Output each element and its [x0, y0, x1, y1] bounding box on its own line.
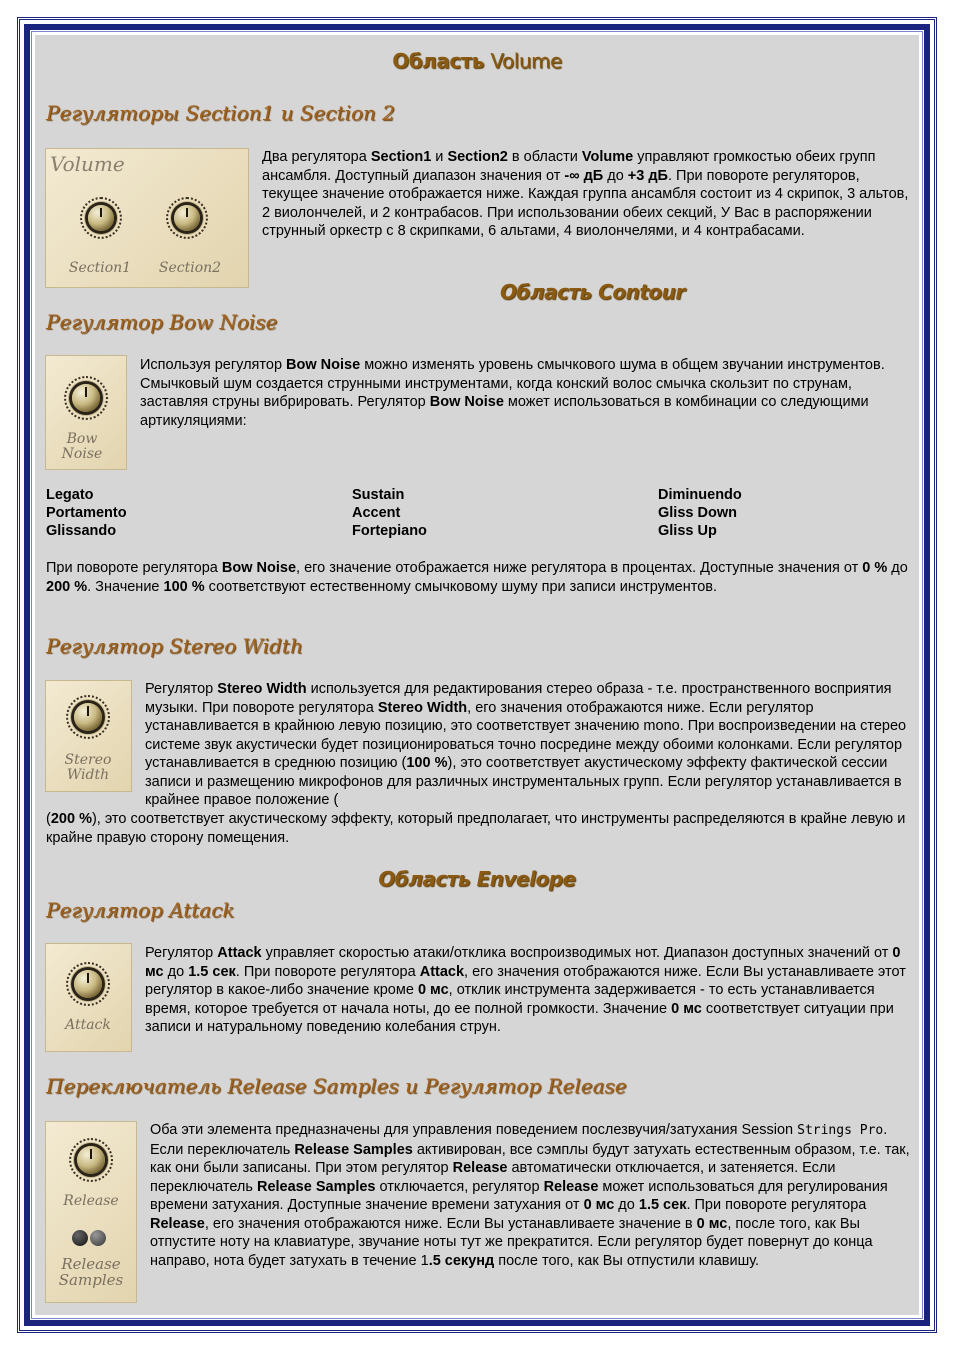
articulations-column-1: [46, 486, 127, 540]
area-title-word: Область: [392, 49, 484, 73]
release-samples-toggle[interactable]: [72, 1230, 108, 1251]
articulation-item: Sustain: [352, 487, 405, 503]
attack-paragraph: Регулятор Attack управляет скоростью атаки/отклика воспроизводимых нот. Диапазон доступных значений от 0 мс до 1.5 сек. При повороте регулятора Attack, его значения отображаются ниже. Если Вы устанавливаете этот регулятор в какое-либо значение кроме 0 мс, отклик инструмента задерживается - то есть устанавливается время, которое требуется от начала ноты, до ее полной громкости. Значение 0 мс соответствует ситуации при записи и натуральному поведению колебания струн.: [145, 945, 906, 1035]
area-title-name: Volume: [490, 49, 562, 73]
envelope-area-title: Область Envelope: [378, 867, 576, 891]
bow-noise-values-paragraph: При повороте регулятора Bow Noise, его значение отображается ниже регулятора в процентах. Доступные значения от 0 % до 200 %. Значение 100 % соответствуют естественному смычковому шуму при записи инструментов.: [46, 560, 908, 595]
section2-label: Section2: [158, 260, 222, 276]
release-label: Release: [63, 1193, 119, 1209]
section1-knob[interactable]: [88, 205, 114, 231]
articulation-item: Gliss Down: [658, 505, 737, 521]
attack-label: Attack: [65, 1017, 111, 1033]
section-title-release: Переключатель Release Samples и Регулятор Release: [46, 1074, 627, 1098]
section-title-stereo-width: Регулятор Stereo Width: [46, 634, 303, 658]
stereo-width-knob[interactable]: [74, 703, 102, 731]
bow-noise-knob[interactable]: [72, 384, 100, 412]
articulations-column-2: [352, 486, 427, 540]
release-knob[interactable]: [77, 1146, 105, 1174]
attack-panel-image: [45, 943, 132, 1052]
bow-noise-label: Bow Noise: [61, 431, 103, 462]
articulation-item: Glissando: [46, 523, 117, 539]
bow-noise-panel-image: [45, 355, 127, 470]
bow-noise-paragraph: Используя регулятор Bow Noise можно изменять уровень смычкового шума в общем звучании инструментов. Смычковый шум создается струнными инструментами, когда конский волос смычка скользит по струнам, заставляя струны вибрировать. Регулятор Bow Noise может использоваться в комбинации со следующими артикуляциями:: [140, 357, 885, 429]
attack-knob[interactable]: [74, 970, 102, 998]
section-title-bow-noise: Регулятор Bow Noise: [46, 310, 278, 334]
section1-label: Section1: [68, 260, 132, 276]
volume-area-title: [0, 49, 954, 73]
stereo-width-label: Stereo Width: [64, 752, 112, 783]
articulation-item: Diminuendo: [658, 487, 742, 503]
articulation-item: Legato: [46, 487, 94, 503]
articulation-item: Gliss Up: [658, 523, 717, 539]
release-paragraph: Оба эти элемента предназначены для управления поведением послезвучия/затухания Session Strings Pro. Если переключатель Release Samples активирован, все сэмплы будут затухать естественным образом, т.е. так, как они были записаны. При этом регулятор Release автоматически отключается, и затеняется. Если переключатель Release Samples отключается, регулятор Release может использоваться для регулирования времени затухания. Доступные значение времени затухания от 0 мс до 1.5 сек. При повороте регулятора Release, его значения отображаются ниже. Если Вы устанавливаете значение в 0 мс, после того, как Вы отпустите ноту на клавиатуре, звучание ноты тут же прекратится. Если регулятор будет повернут до конца направо, нота будет затухать в течение 1.5 секунд после того, как Вы отпустили клавишу.: [150, 1122, 910, 1269]
articulation-item: Fortepiano: [352, 523, 427, 539]
stereo-width-panel-image: [45, 680, 132, 792]
volume-panel-title: Volume: [50, 152, 125, 176]
contour-area-title: Область Contour: [500, 280, 685, 304]
release-panel-image: [45, 1121, 137, 1303]
articulations-column-3: [658, 486, 742, 540]
volume-panel-image: [45, 148, 249, 288]
section-title-volume: Регуляторы Section1 и Section 2: [46, 101, 396, 125]
release-samples-label: Release Samples: [58, 1255, 124, 1289]
articulation-item: Accent: [352, 505, 401, 521]
articulation-item: Portamento: [46, 505, 127, 521]
section-title-attack: Регулятор Attack: [46, 898, 235, 922]
section2-knob[interactable]: [174, 205, 200, 231]
stereo-width-paragraph-bottom: (200 %), это соответствует акустическому эффекту, который предполагает, что инструменты распределяются в крайне левую и крайне правую сторону помещения.: [46, 811, 906, 846]
stereo-width-paragraph-top: Регулятор Stereo Width используется для редактирования стерео образа - т.е. пространственного восприятия музыки. При повороте регулятора Stereo Width, его значения отображаются ниже. Если регулятор устанавливается в крайнюю левую позицию, это соответствует значению mono. При воспроизведении на стерео системе звук акустически будет позиционироваться точно посредине между обоими колонками. Если регулятор устанавливается в среднюю позицию (100 %), это соответствует акустическому эффекту фактической сессии записи и размещению микрофонов для различных инструментальных групп. Если регулятор устанавливается в крайнее правое положение (: [145, 681, 907, 808]
volume-paragraph: Два регулятора Section1 и Section2 в области Volume управляют громкостью обеих групп ансамбля. Доступный диапазон значения от -∞ дБ до +3 дБ. При повороте регуляторов, текущее значение отображается ниже. Каждая группа ансамбля состоит из 4 скрипок, 3 альтов, 2 виолончелей, и 2 контрабасов. При использовании обеих секций, У Вас в распоряжении струнный оркестр с 8 скрипками, 6 альтами, 4 виолончелями, и 4 контрабасами.: [262, 149, 909, 239]
